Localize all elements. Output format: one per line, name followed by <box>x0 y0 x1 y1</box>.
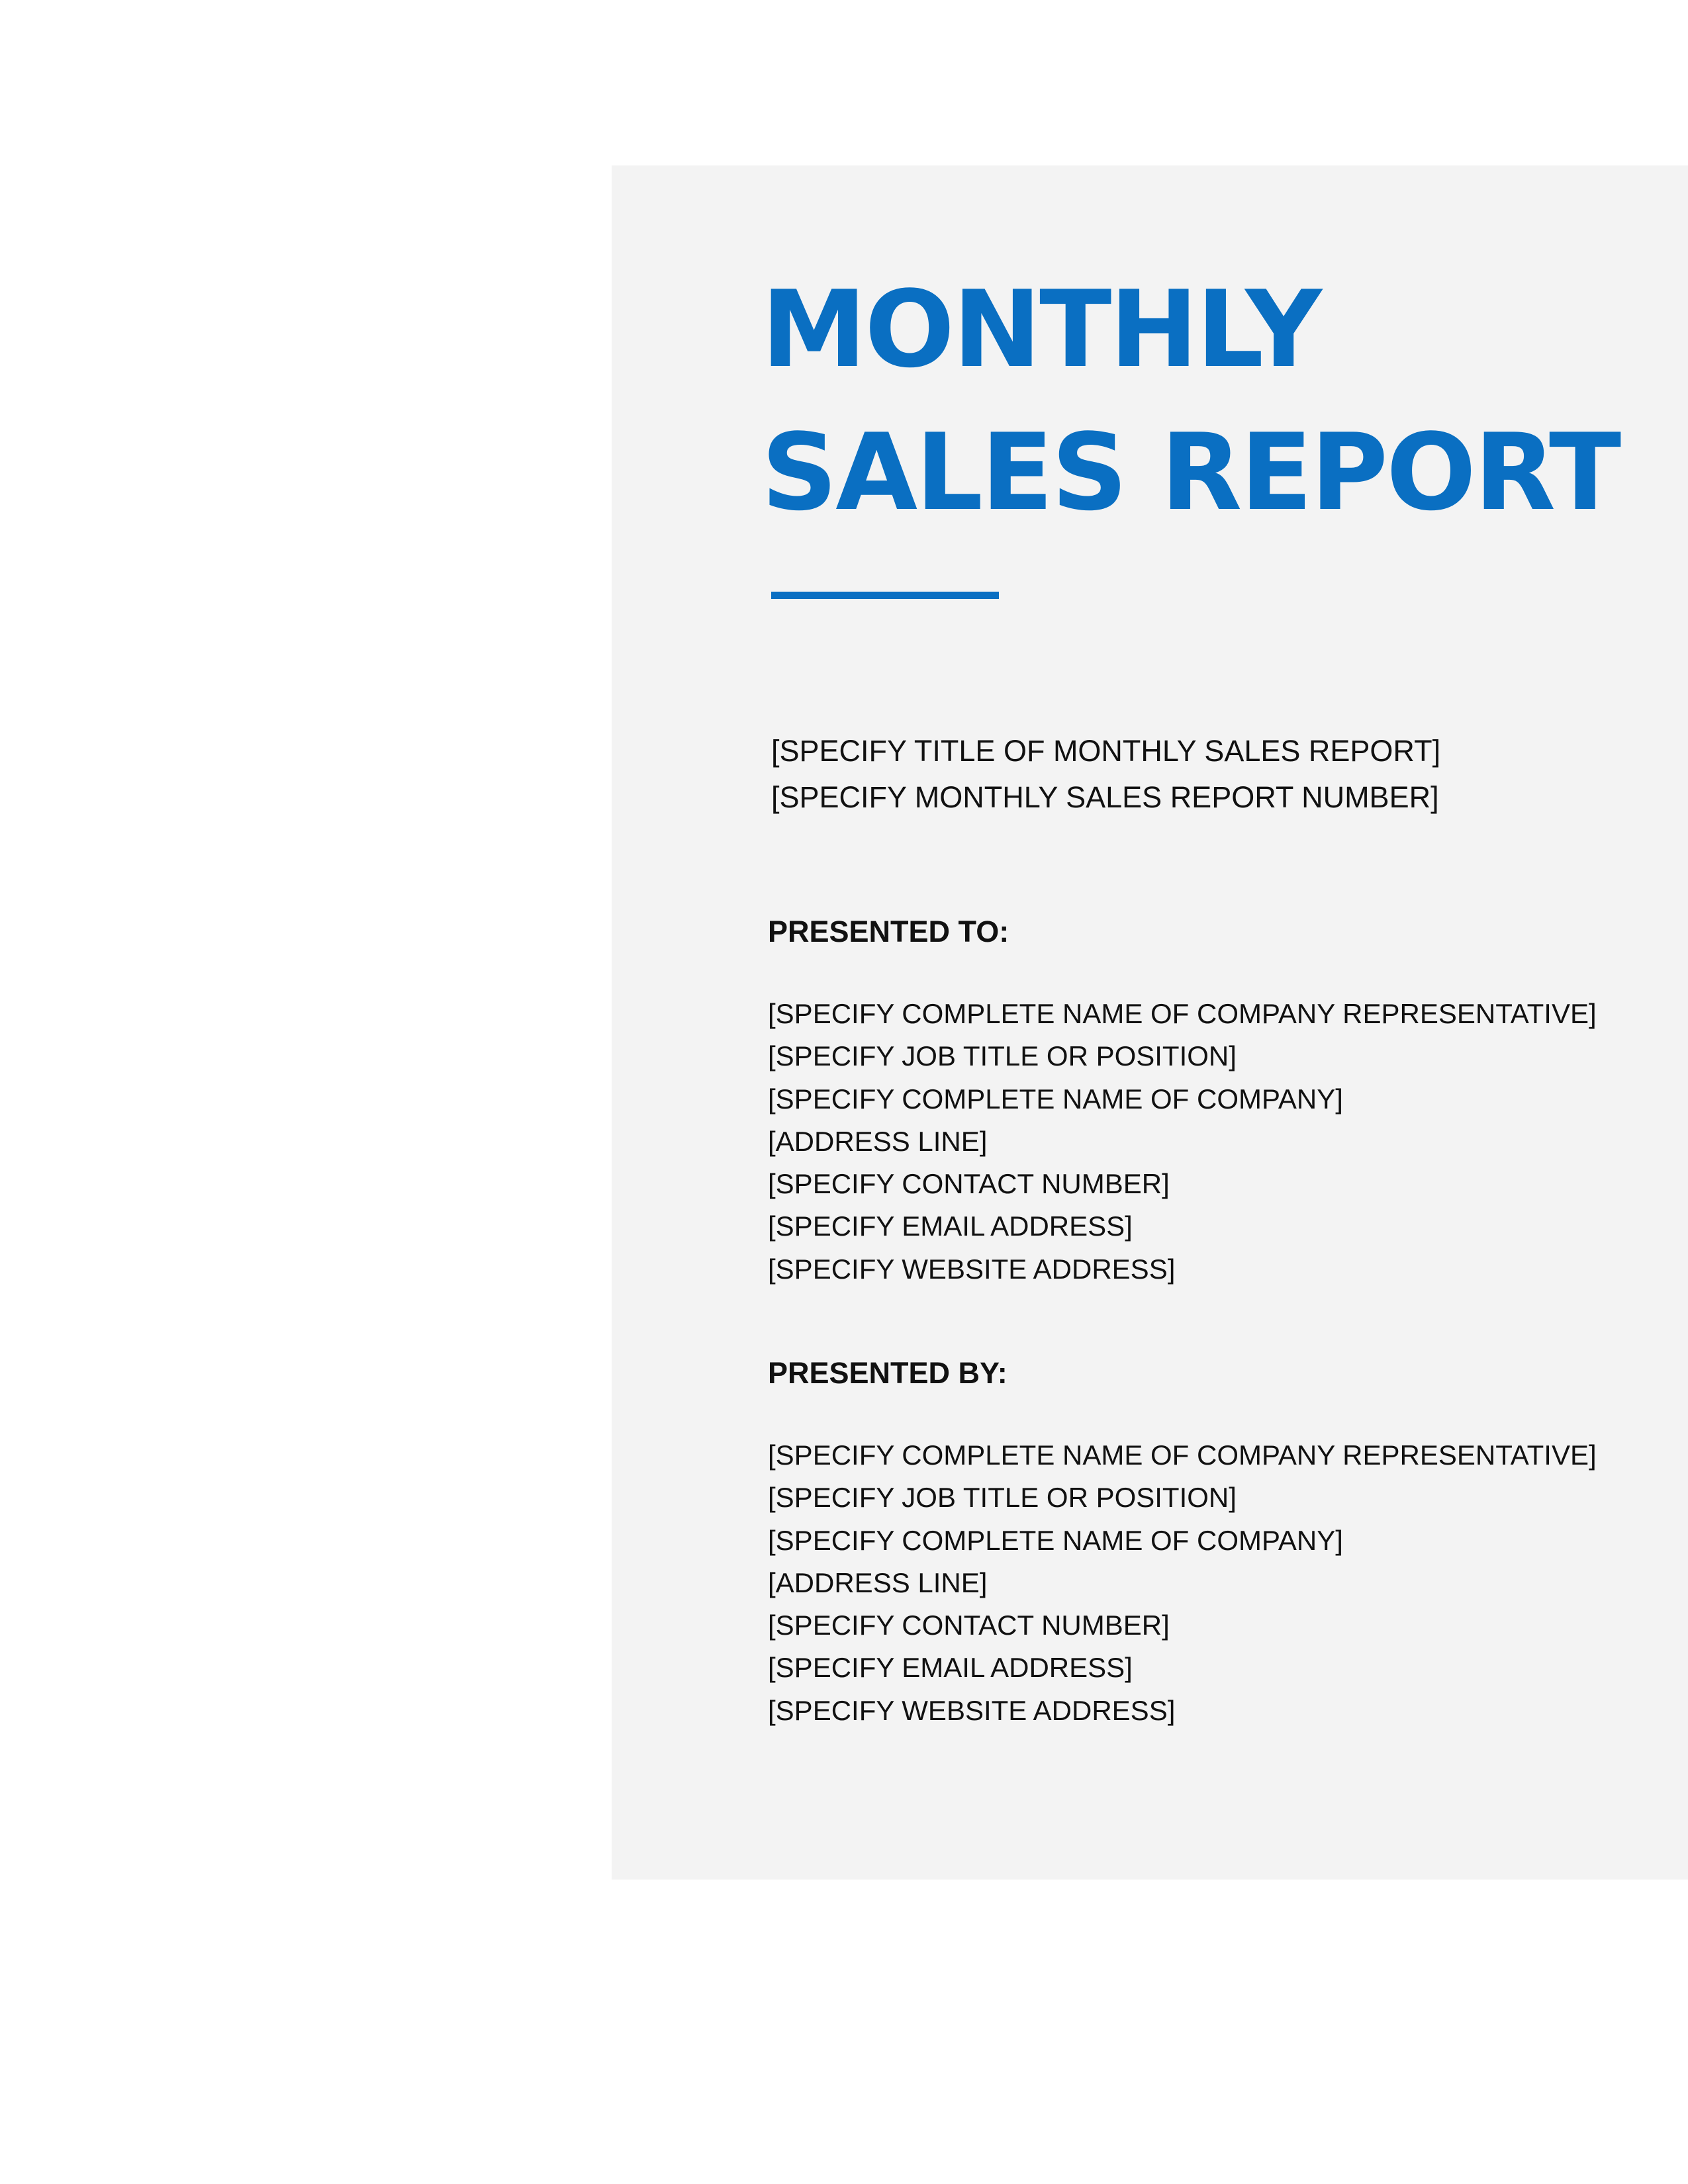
presented-to-email: [SPECIFY EMAIL ADDRESS] <box>768 1210 1133 1242</box>
presented-by-job-title: [SPECIFY JOB TITLE OR POSITION] <box>768 1482 1237 1514</box>
presented-to-contact-list <box>768 993 1597 1291</box>
presented-to-address: [ADDRESS LINE] <box>768 1125 988 1157</box>
presented-to-company-name: [SPECIFY COMPLETE NAME OF COMPANY] <box>768 1083 1343 1115</box>
presented-by-website: [SPECIFY WEBSITE ADDRESS] <box>768 1694 1176 1726</box>
presented-to-job-title: [SPECIFY JOB TITLE OR POSITION] <box>768 1040 1237 1072</box>
presented-by-representative-name: [SPECIFY COMPLETE NAME OF COMPANY REPRESENTATIVE] <box>768 1439 1597 1471</box>
presented-by-contact-number: [SPECIFY CONTACT NUMBER] <box>768 1610 1170 1641</box>
presented-by-heading: PRESENTED BY: <box>768 1356 1008 1390</box>
presented-by-address: [ADDRESS LINE] <box>768 1567 988 1598</box>
presented-by-contact-list <box>768 1434 1597 1732</box>
presented-by-email: [SPECIFY EMAIL ADDRESS] <box>768 1652 1133 1684</box>
accent-divider <box>771 592 999 599</box>
presented-by-company-name: [SPECIFY COMPLETE NAME OF COMPANY] <box>768 1524 1343 1556</box>
report-title-placeholder: [SPECIFY TITLE OF MONTHLY SALES REPORT] <box>771 734 1441 768</box>
report-title <box>761 258 1622 534</box>
presented-to-section <box>768 911 1597 1291</box>
report-info <box>771 728 1440 821</box>
report-number-placeholder: [SPECIFY MONTHLY SALES REPORT NUMBER] <box>771 780 1439 814</box>
title-line-sales-report: SALES REPORT <box>761 410 1620 534</box>
presented-to-heading: PRESENTED TO: <box>768 915 1009 948</box>
presented-by-section <box>768 1352 1597 1732</box>
presented-to-representative-name: [SPECIFY COMPLETE NAME OF COMPANY REPRESENTATIVE] <box>768 998 1597 1029</box>
title-line-monthly: MONTHLY <box>761 267 1321 391</box>
presented-to-website: [SPECIFY WEBSITE ADDRESS] <box>768 1253 1176 1285</box>
presented-to-contact-number: [SPECIFY CONTACT NUMBER] <box>768 1168 1170 1200</box>
